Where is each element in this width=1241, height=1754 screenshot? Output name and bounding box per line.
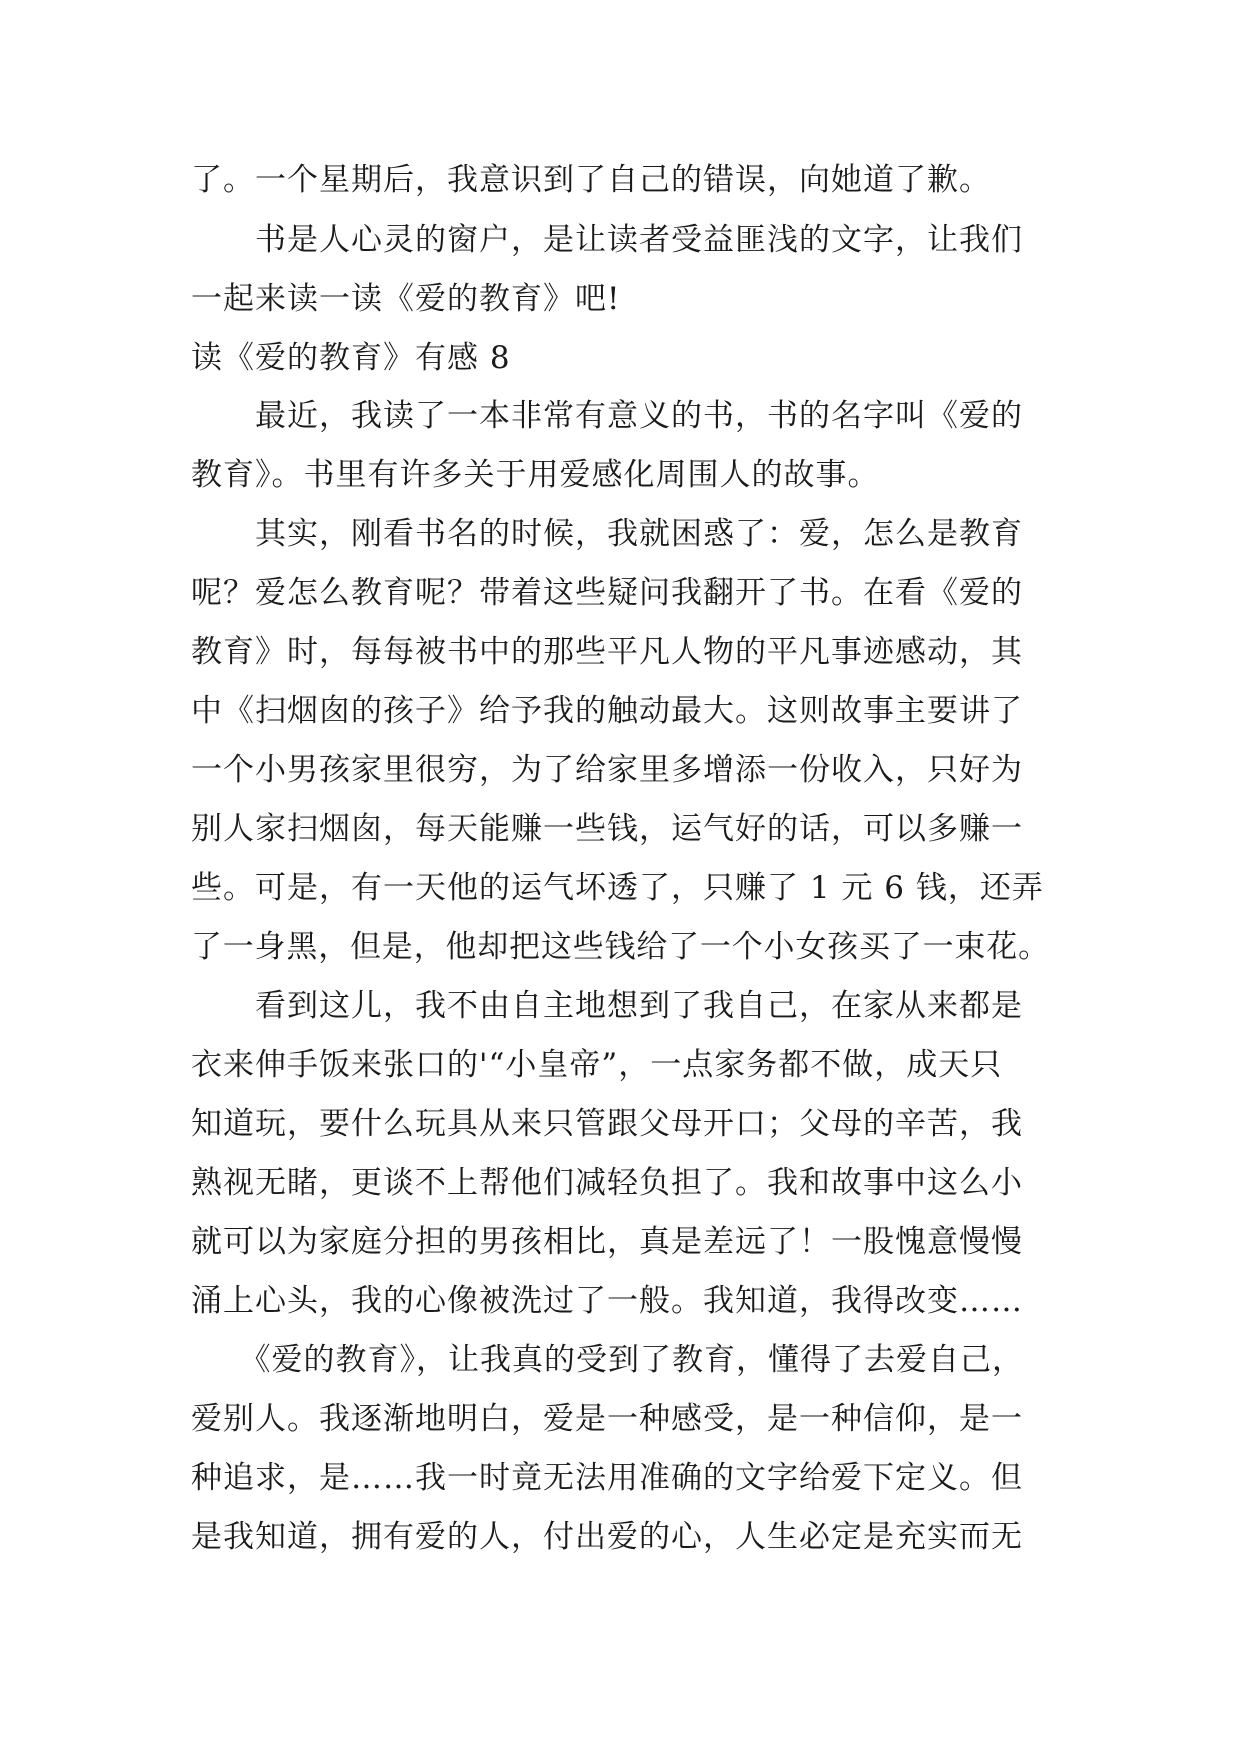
- text-line: 就可以为家庭分担的男孩相比，真是差远了！一股愧意慢慢: [191, 1224, 1023, 1260]
- text-line: 些。可是，有一天他的运气坏透了，只赚了 1 元 6 钱，还弄: [191, 870, 1044, 906]
- text-line: 熟视无睹，更谈不上帮他们减轻负担了。我和故事中这么小: [191, 1165, 1023, 1201]
- text-line: 呢？爱怎么教育呢？带着这些疑问我翻开了书。在看《爱的: [191, 575, 1023, 611]
- text-line: 别人家扫烟囱，每天能赚一些钱，运气好的话，可以多赚一: [191, 811, 1023, 847]
- text-line: 其实，刚看书名的时候，我就困惑了：爱，怎么是教育: [191, 516, 1023, 552]
- text-line: 知道玩，要什么玩具从来只管跟父母开口；父母的辛苦，我: [191, 1106, 1023, 1142]
- text-line: 一起来读一读《爱的教育》吧!: [191, 281, 621, 317]
- text-line: 最近，我读了一本非常有意义的书，书的名字叫《爱的: [191, 398, 1023, 434]
- text-line: 看到这儿，我不由自主地想到了我自己，在家从来都是: [191, 988, 1023, 1024]
- text-line: 了。一个星期后，我意识到了自己的错误，向她道了歉。: [191, 162, 991, 198]
- text-line: 书是人心灵的窗户，是让读者受益匪浅的文字，让我们: [191, 222, 1023, 258]
- text-line: 种追求，是……我一时竟无法用准确的文字给爱下定义。但: [191, 1460, 1023, 1496]
- text-line: 了一身黑，但是，他却把这些钱给了一个小女孩买了一束花。: [191, 929, 1050, 965]
- text-line: 是我知道，拥有爱的人，付出爱的心，人生必定是充实而无: [191, 1519, 1023, 1555]
- text-line: 一个小男孩家里很穷，为了给家里多增添一份收入，只好为: [191, 752, 1023, 788]
- text-line: 衣来伸手饭来张口的'“小皇帝”，一点家务都不做，成天只: [191, 1047, 1003, 1083]
- text-line: 教育》。书里有许多关于用爱感化周围人的故事。: [191, 457, 880, 493]
- text-line: 教育》时，每每被书中的那些平凡人物的平凡事迹感动，其: [191, 634, 1023, 670]
- text-line: 《爱的教育》，让我真的受到了教育，懂得了去爱自己，: [191, 1342, 1024, 1378]
- text-line: 中《扫烟囱的孩子》给予我的触动最大。这则故事主要讲了: [191, 693, 1023, 729]
- text-line: 涌上心头，我的心像被洗过了一般。我知道，我得改变……: [191, 1283, 1023, 1319]
- section-heading: 读《爱的教育》有感 8: [191, 340, 511, 376]
- text-line: 爱别人。我逐渐地明白，爱是一种感受，是一种信仰，是一: [191, 1401, 1023, 1437]
